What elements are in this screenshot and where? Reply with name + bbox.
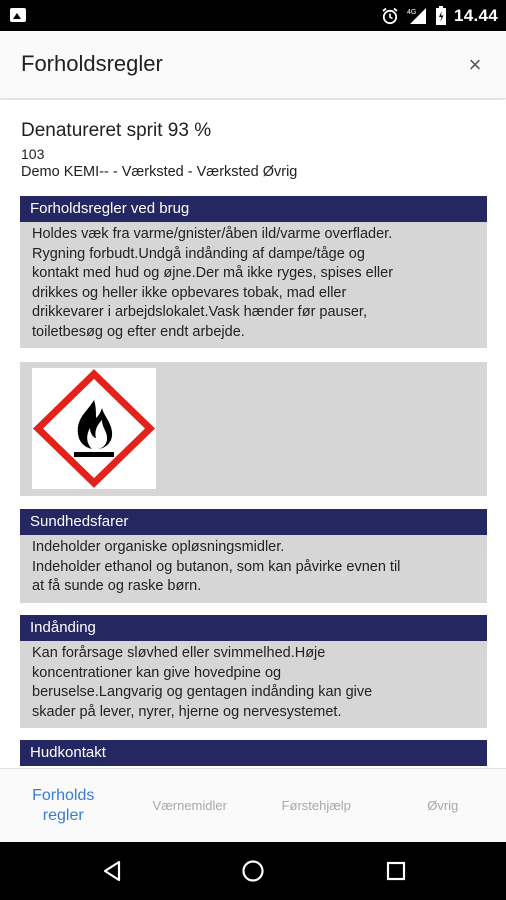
- product-number: 103: [21, 146, 45, 162]
- recents-icon[interactable]: [384, 859, 408, 883]
- section-header: Hudkontakt: [20, 740, 487, 766]
- section-health-hazards: [20, 509, 487, 603]
- tab-label: Førstehjælp: [281, 798, 351, 813]
- section-header: Indånding: [20, 615, 487, 641]
- navigation-bar: [0, 842, 506, 900]
- bottom-tab-bar: [0, 768, 506, 842]
- app-bar: [0, 31, 506, 99]
- signal-icon: [406, 7, 428, 25]
- text-line: Indeholder ethanol og butanon, som kan påvirke evnen til: [32, 558, 401, 575]
- text-line: Rygning forbudt.Undgå indånding af dampe/tåge og: [32, 245, 365, 262]
- text-line: Indeholder organiske opløsningsmidler.: [32, 539, 285, 555]
- text-line: beruselse.Langvarig og gentagen indånding kan give: [32, 684, 373, 700]
- tab-label: Forholds: [32, 786, 95, 804]
- ghs-flammable-icon: [32, 368, 156, 489]
- network-label: 4G: [406, 8, 417, 16]
- tab-foerstehjaelp[interactable]: [253, 769, 380, 842]
- tab-forholdsregler[interactable]: [0, 769, 127, 842]
- back-icon[interactable]: [100, 859, 124, 883]
- text-line: Holdes væk fra varme/gnister/åben ild/varme overflader.: [32, 226, 393, 242]
- home-icon[interactable]: [241, 859, 265, 883]
- product-name: Denatureret sprit 93 %: [21, 120, 212, 141]
- section-body: [20, 641, 487, 728]
- section-header: Forholdsregler ved brug: [20, 196, 487, 222]
- section-header: Sundhedsfarer: [20, 509, 487, 535]
- text-line: Kan forårsage sløvhed eller svimmelhed.Høje: [32, 645, 326, 661]
- close-button[interactable]: [462, 52, 488, 78]
- text-line: toiletbesøg og efter endt arbejde.: [32, 323, 245, 340]
- section-skin-contact: [20, 740, 487, 766]
- product-location: Demo KEMI-- - Værksted - Værksted Øvrig: [21, 164, 298, 180]
- text-line: drikkes og heller ikke opbevares tobak, mad eller: [32, 284, 347, 301]
- pictogram: [32, 368, 156, 489]
- section-body: [20, 535, 487, 603]
- pictogram-panel: [20, 362, 487, 496]
- status-icons: [381, 0, 498, 31]
- text-line: koncentrationer kan give hovedpine og: [32, 664, 282, 681]
- battery-icon: [435, 6, 447, 25]
- tab-oevrig[interactable]: [380, 769, 506, 842]
- section-usage-precautions: [20, 196, 487, 348]
- text-line: drikkevarer i arbejdslokalet.Vask hænder før pauser,: [32, 304, 367, 320]
- section-inhalation: [20, 615, 487, 728]
- alarm-icon: [381, 7, 399, 25]
- image-icon: [10, 8, 26, 22]
- content-area[interactable]: [0, 100, 506, 768]
- close-icon: ×: [468, 52, 482, 77]
- text-line: at få sunde og raske børn.: [32, 578, 202, 594]
- status-bar: [0, 0, 506, 31]
- tab-label: regler: [42, 806, 84, 824]
- section-body: [20, 222, 487, 348]
- status-time: 14.44: [453, 5, 498, 25]
- text-line: kontakt med hud og øjne.Der må ikke ryges, spises eller: [32, 265, 394, 281]
- tab-label: Værnemidler: [152, 798, 227, 813]
- tab-label: Øvrig: [427, 798, 459, 813]
- tab-vaernemidler[interactable]: [127, 769, 254, 842]
- page-title: Forholdsregler: [21, 51, 163, 76]
- text-line: skader på lever, nyrer, hjerne og nervesystemet.: [32, 703, 342, 720]
